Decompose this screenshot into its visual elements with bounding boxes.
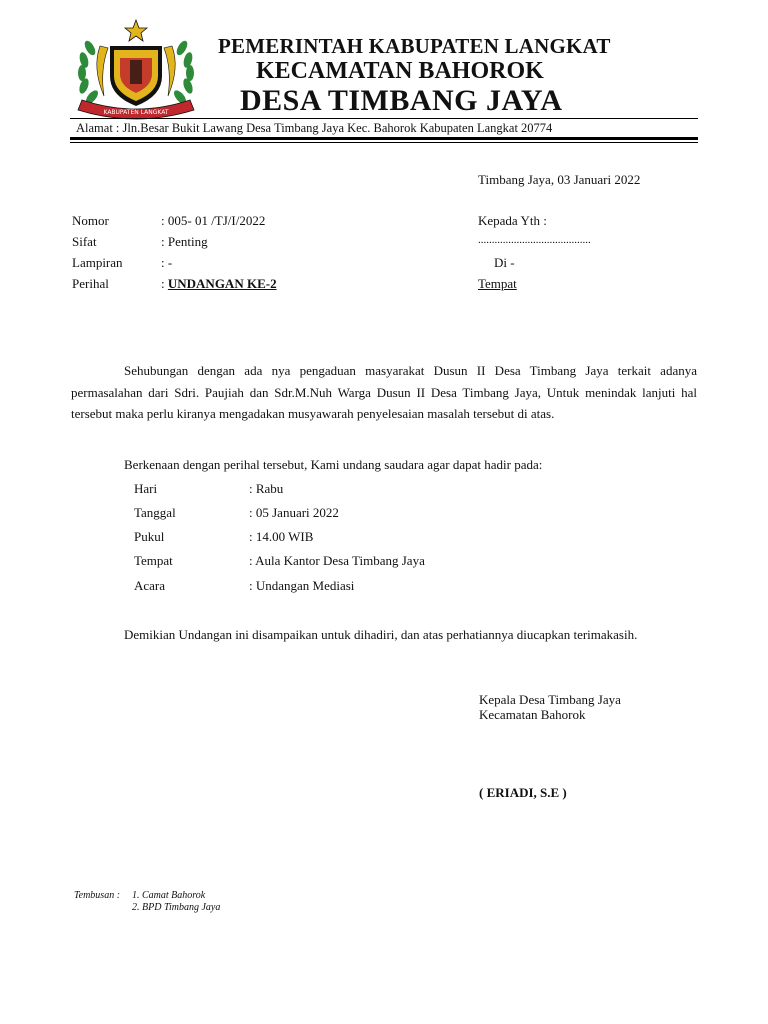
body-paragraph-1: Sehubungan dengan ada nya pengaduan masyarakat Dusun II Desa Timbang Jaya terkait adanya permasalahan dari Sdri. Paujiah dan Sdr.M.Nuh Warga Dusun II Desa Timbang Jaya, Untuk menindak lanjuti hal tersebut maka perlu kiranya mengadakan musyawarah penyelesaian masalah tersebut di atas. <box>71 363 697 421</box>
meta-label: Perihal <box>72 276 109 291</box>
tembusan-label: Tembusan : <box>74 890 121 901</box>
schedule-value: : 14.00 WIB <box>249 529 314 544</box>
recipient-dots: ......................................... <box>478 234 591 246</box>
signature-title-2: Kecamatan Bahorok <box>479 707 586 722</box>
meta-label: Nomor <box>72 213 109 228</box>
meta-label: Sifat <box>72 234 97 249</box>
meta-value: : 005- 01 /TJ/I/2022 <box>161 213 266 228</box>
signature-name: ( ERIADI, S.E ) <box>479 785 567 800</box>
recipient-tempat-text: Tempat <box>478 276 517 291</box>
schedule-value: : 05 Januari 2022 <box>249 505 339 520</box>
emblem-ribbon-text: KABUPATEN LANGKAT <box>103 109 169 116</box>
meta-value: : Penting <box>161 234 208 249</box>
schedule-label: Pukul <box>134 529 165 544</box>
body-paragraph-2: Berkenaan dengan perihal tersebut, Kami undang saudara agar dapat hadir pada: <box>124 457 543 472</box>
schedule-label: Tempat <box>134 553 173 568</box>
recipient-di: Di - <box>494 255 515 270</box>
schedule-label: Acara <box>134 578 166 593</box>
perihal-subject: UNDANGAN KE-2 <box>167 276 277 291</box>
schedule-label: Hari <box>134 481 158 496</box>
tembusan-item: 1. Camat Bahorok <box>132 890 206 901</box>
header-rule-thin <box>70 142 698 143</box>
meta-value-perihal <box>161 276 277 292</box>
header-rule-thick <box>70 137 698 140</box>
header-rule-top <box>70 118 698 119</box>
closing-paragraph: Demikian Undangan ini disampaikan untuk dihadiri, dan atas perhatiannya diucapkan terimakasih. <box>124 627 638 642</box>
kabupaten-langkat-emblem <box>70 18 202 122</box>
letterhead-address: Alamat : Jln.Besar Bukit Lawang Desa Timbang Jaya Kec. Bahorok Kabupaten Langkat 20774 <box>76 121 553 135</box>
meta-label: Lampiran <box>72 255 123 270</box>
meta-value: : - <box>161 255 173 270</box>
perihal-colon: : <box>161 276 168 291</box>
tembusan-item: 2. BPD Timbang Jaya <box>132 902 221 913</box>
schedule-value: : Aula Kantor Desa Timbang Jaya <box>249 553 425 568</box>
recipient-tempat <box>478 276 517 292</box>
letterhead-line3: DESA TIMBANG JAYA <box>240 84 563 117</box>
recipient-kepada: Kepada Yth : <box>478 213 547 228</box>
letterhead-line2: KECAMATAN BAHOROK <box>256 58 544 84</box>
schedule-value: : Rabu <box>249 481 284 496</box>
schedule-value: : Undangan Mediasi <box>249 578 355 593</box>
schedule-label: Tanggal <box>134 505 176 520</box>
letterhead-line1: PEMERINTAH KABUPATEN LANGKAT <box>218 34 611 58</box>
signature-title-1: Kepala Desa Timbang Jaya <box>479 692 621 707</box>
letter-date: Timbang Jaya, 03 Januari 2022 <box>478 172 641 187</box>
